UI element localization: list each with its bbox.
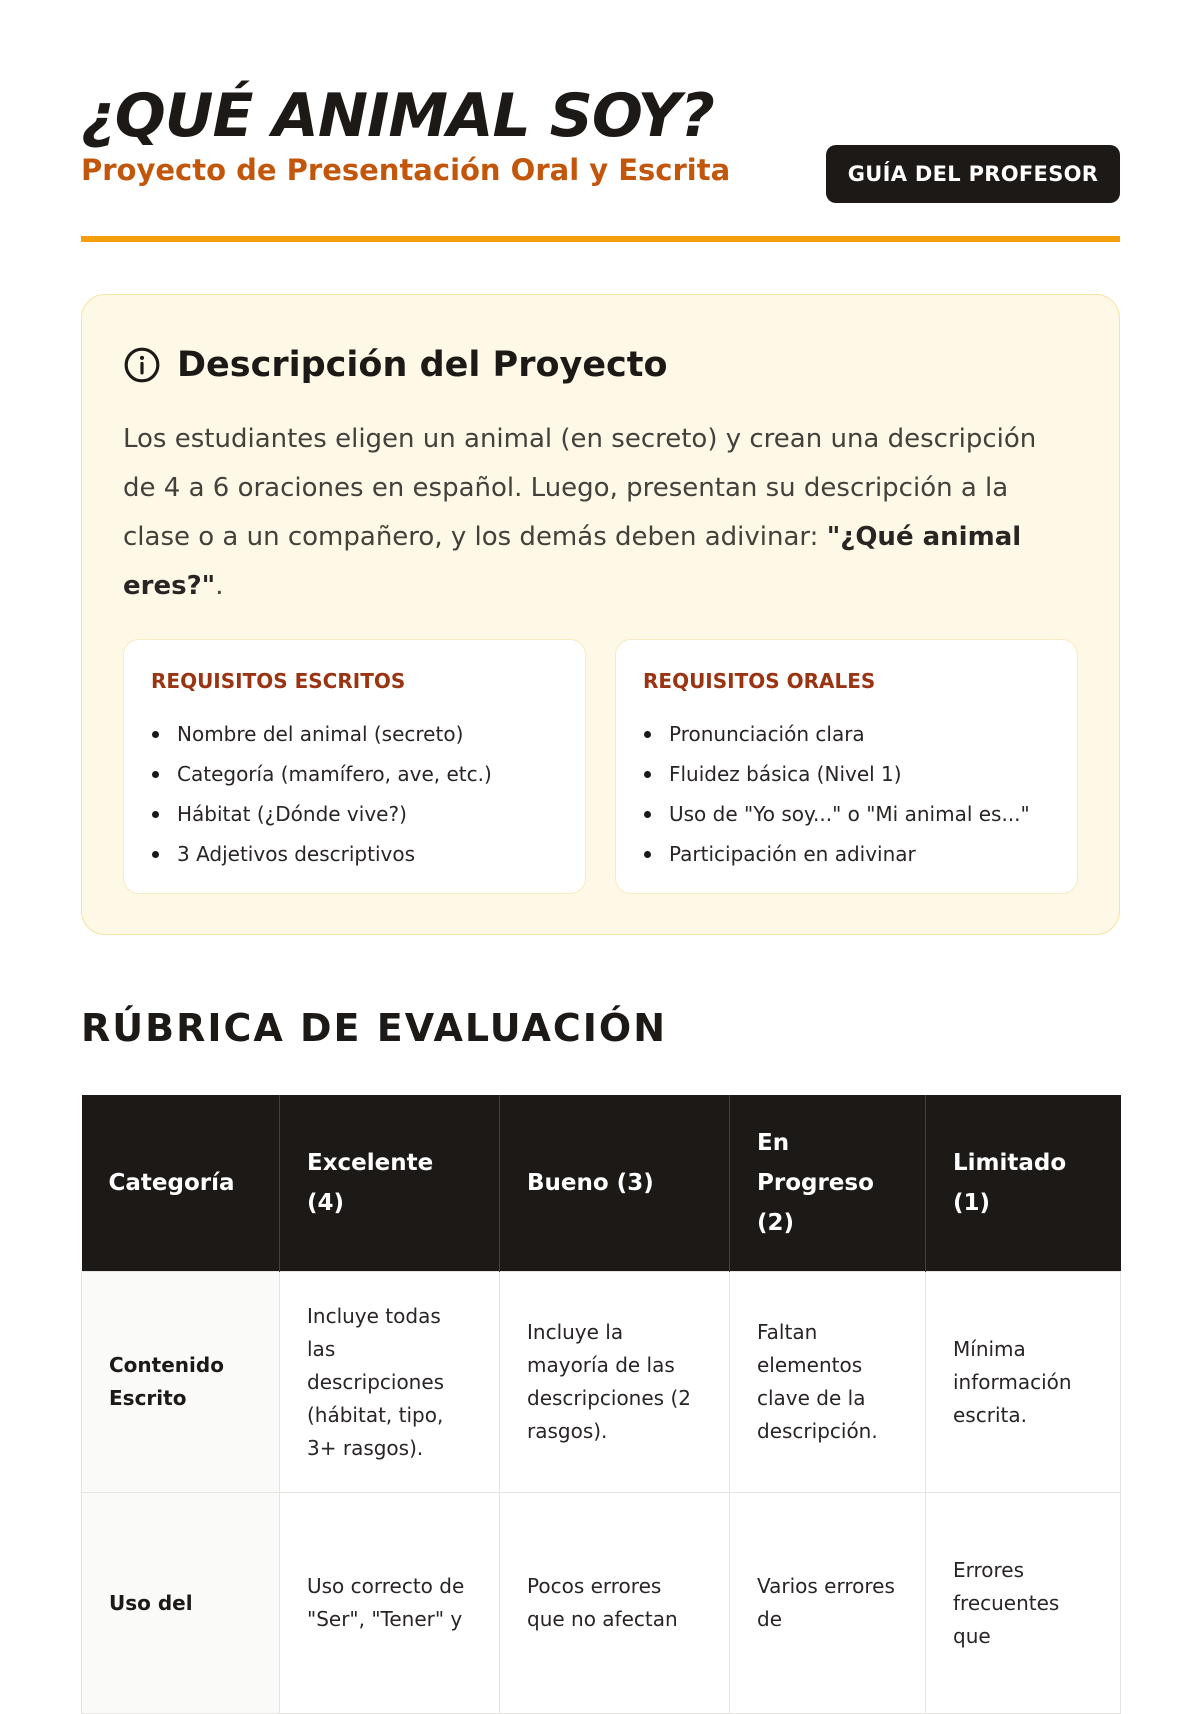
list-item: Participación en adivinar [643,834,1030,874]
teacher-guide-button[interactable]: GUÍA DEL PROFESOR [826,145,1120,203]
table-cell: Pocos errores que no afectan [500,1493,730,1714]
table-cell: Incluye la mayoría de las descripciones (2 rasgos). [500,1272,730,1493]
oral-requirements-title: REQUISITOS ORALES [643,669,876,693]
header-in-progress: En Progreso (2) [730,1095,926,1272]
description-title: Descripción del Proyecto [177,345,668,385]
table-row [82,1272,1121,1493]
table-cell: Faltan elementos clave de la descripción. [730,1272,926,1493]
list-item: Categoría (mamífero, ave, etc.) [151,754,492,794]
written-requirements [123,639,586,894]
table-cell: Uso correcto de "Ser", "Tener" y [280,1493,500,1714]
oral-requirements-list [643,714,1030,874]
header-good: Bueno (3) [500,1095,730,1272]
header [81,0,1120,242]
description-question: "¿Qué animal eres?" [123,522,1022,601]
list-item: Nombre del animal (secreto) [151,714,492,754]
oral-requirements [615,639,1078,894]
written-requirements-title: REQUISITOS ESCRITOS [151,669,406,693]
header-category: Categoría [82,1095,280,1272]
written-requirements-list [151,714,492,874]
page [81,0,1120,1648]
row-category: Uso del [82,1493,280,1714]
project-description-card [81,294,1120,935]
rubric-title: RÚBRICA DE EVALUACIÓN [81,1006,668,1050]
header-excellent: Excelente (4) [280,1095,500,1272]
description-end: . [215,571,224,601]
description-text [123,415,1043,611]
table-row [82,1493,1121,1714]
table-cell: Varios errores de [730,1493,926,1714]
table-cell: Errores frecuentes que [926,1493,1121,1714]
rubric-table [81,1095,1121,1714]
list-item: Hábitat (¿Dónde vive?) [151,794,492,834]
list-item: Uso de "Yo soy..." o "Mi animal es..." [643,794,1030,834]
list-item: 3 Adjetivos descriptivos [151,834,492,874]
table-cell: Incluye todas las descripciones (hábitat, tipo, 3+ rasgos). [280,1272,500,1493]
page-title: ¿QUÉ ANIMAL SOY? [81,81,714,151]
description-body: Los estudiantes eligen un animal (en secreto) y crean una descripción de 4 a 6 oraciones en español. Luego, presentan su descripción a la clase o a un compañero, y los demás deben adivinar: [123,424,1037,552]
table-header-row [82,1095,1121,1272]
info-icon [123,346,161,384]
header-limited: Limitado (1) [926,1095,1121,1272]
table-cell: Mínima información escrita. [926,1272,1121,1493]
list-item: Fluidez básica (Nivel 1) [643,754,1030,794]
list-item: Pronunciación clara [643,714,1030,754]
page-subtitle: Proyecto de Presentación Oral y Escrita [81,153,731,187]
row-category: Contenido Escrito [82,1272,280,1493]
description-header [123,341,668,389]
